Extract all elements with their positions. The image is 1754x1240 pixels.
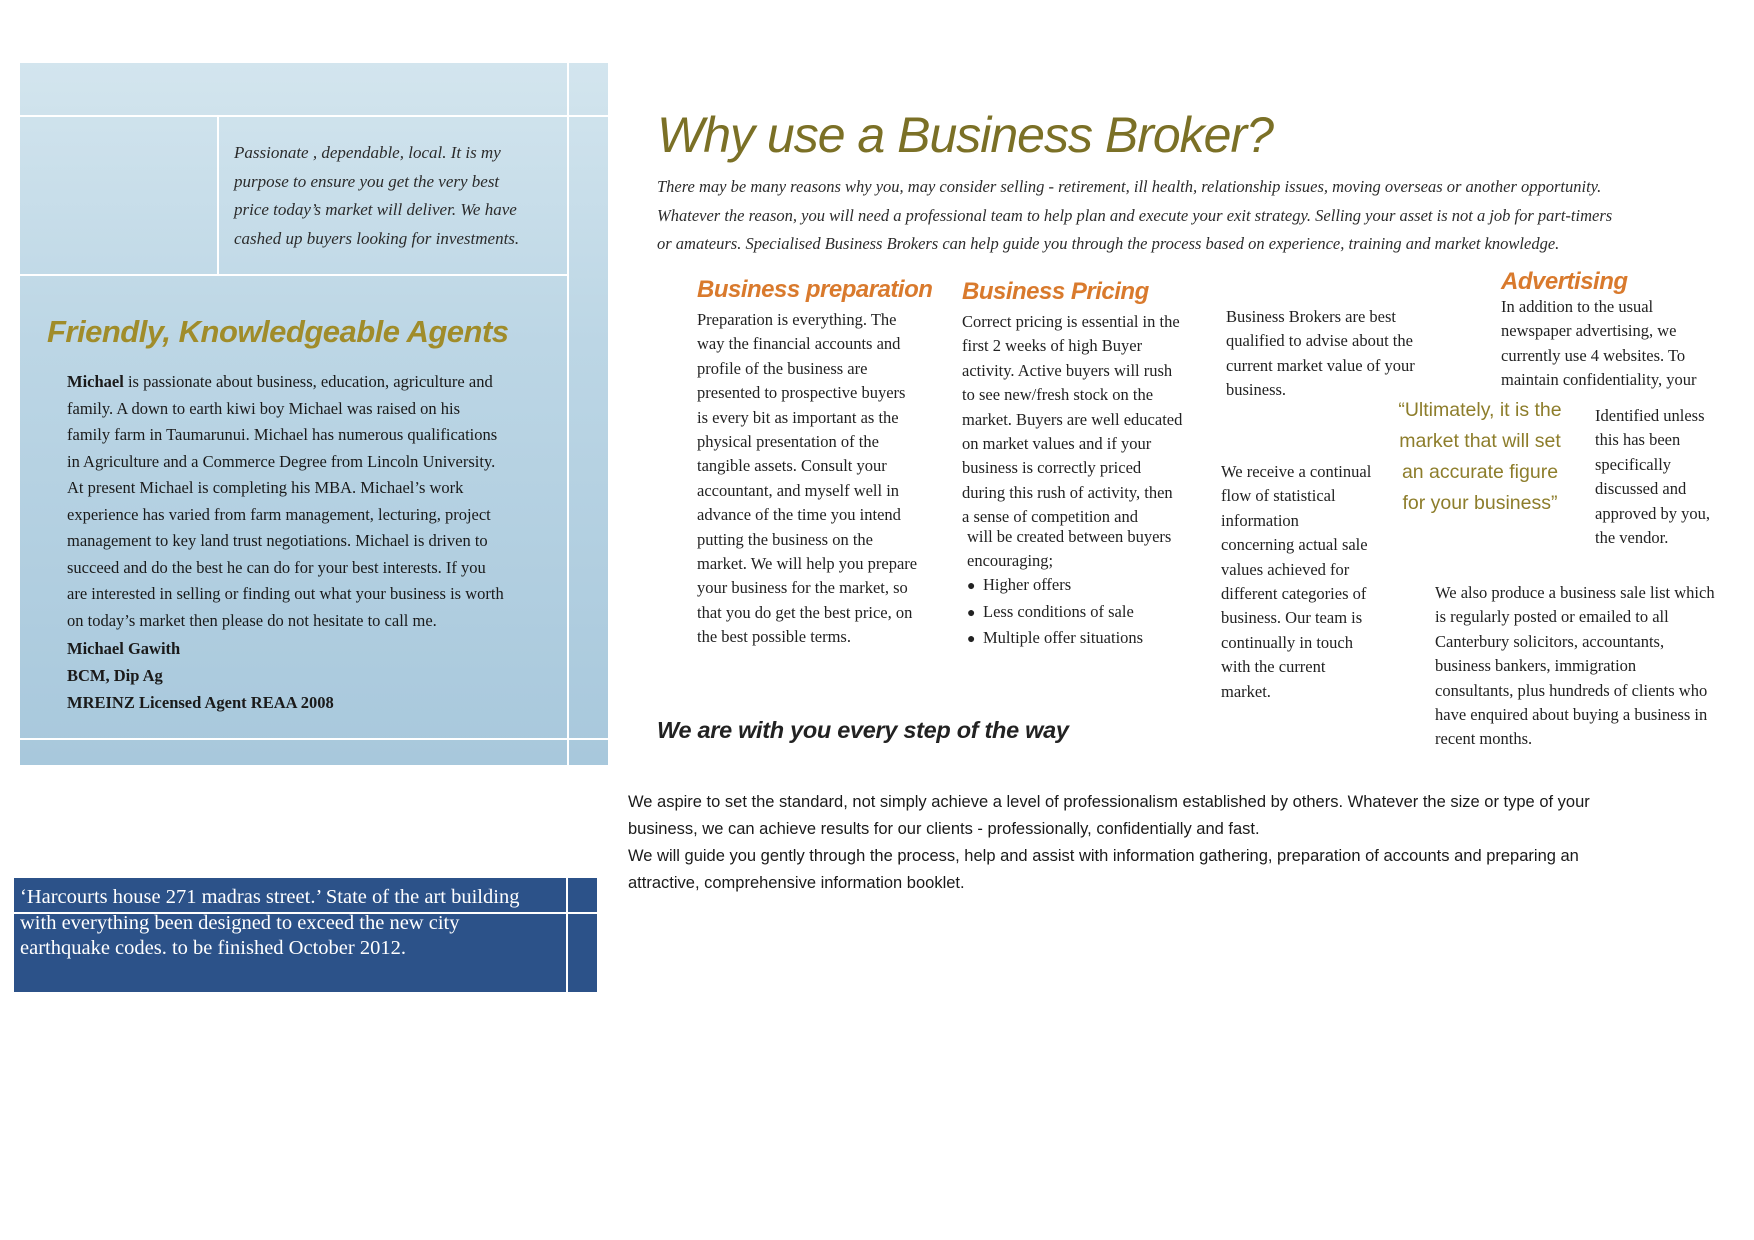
text-line: Canterbury solicitors, accountants, — [1435, 631, 1665, 651]
quote-line: purpose to ensure you get the very best — [234, 171, 500, 191]
text-line: Correct pricing is essential in the — [962, 312, 1180, 331]
text-line: We aspire to set the standard, not simply achieve a level of professionalism established by others. Whatever the size or type of your — [628, 793, 1590, 811]
quote-line: for your business” — [1402, 492, 1558, 514]
advertising-heading: Advertising — [1501, 268, 1628, 295]
quote-line: market that will set — [1399, 430, 1561, 452]
bio-line: family. A down to earth kiwi boy Michael was raised on his — [67, 398, 461, 418]
list-item-text: Less conditions of sale — [983, 601, 1134, 621]
text-line: Business Brokers are best — [1226, 307, 1397, 326]
text-line: the vendor. — [1595, 528, 1669, 548]
text-line: first 2 weeks of high Buyer — [962, 336, 1143, 356]
bio-line: family farm in Taumarunui. Michael has numerous qualifications — [67, 425, 498, 444]
brokers-statistics — [1221, 460, 1384, 704]
pull-quote — [1385, 395, 1575, 519]
text-line: to see new/fresh stock on the — [962, 385, 1154, 405]
text-line: business bankers, immigration — [1435, 656, 1637, 676]
pricing-benefits-list — [967, 573, 1207, 653]
text-line: flow of statistical — [1221, 486, 1336, 506]
quote-line: cashed up buyers looking for investments. — [234, 228, 520, 248]
panel-divider — [20, 738, 608, 740]
quote-line: Passionate , dependable, local. It is my — [234, 143, 501, 162]
quote-line: “Ultimately, it is the — [1398, 399, 1562, 421]
text-line: advance of the time you intend — [697, 505, 901, 525]
building-info-line: ‘Harcourts house 271 madras street.’ State of the art building — [20, 886, 520, 908]
box-divider — [566, 878, 568, 992]
steps-heading: We are with you every step of the way — [657, 717, 1069, 743]
text-line: qualified to advise about the — [1226, 331, 1413, 351]
text-line: concerning actual sale — [1221, 535, 1368, 555]
intro-line: or amateurs. Specialised Business Brokers can help guide you through the process based on experience, training and market knowledge. — [657, 234, 1560, 253]
bullet-icon: ● — [967, 605, 976, 621]
text-line: discussed and — [1595, 479, 1687, 499]
agent-signature — [67, 635, 334, 716]
agent-qualifications: BCM, Dip Ag — [67, 666, 163, 685]
text-line: will be created between buyers — [967, 527, 1172, 546]
text-line: currently use 4 websites. To — [1501, 345, 1686, 365]
building-info-box — [14, 878, 597, 992]
text-line: with the current — [1221, 657, 1326, 677]
text-line: values achieved for — [1221, 559, 1350, 579]
text-line: business. — [1226, 380, 1287, 400]
intro-paragraph — [657, 173, 1612, 259]
text-line: We receive a continual — [1221, 462, 1372, 481]
list-item — [967, 573, 1207, 600]
agents-heading: Friendly, Knowledgeable Agents — [47, 314, 509, 349]
building-info-line: earthquake codes. to be finished October 2012. — [20, 937, 406, 959]
agent-panel — [20, 63, 608, 765]
text-line: We also produce a business sale list which — [1435, 583, 1715, 602]
panel-divider — [20, 274, 568, 276]
panel-divider — [20, 115, 608, 117]
page-title: Why use a Business Broker? — [657, 107, 1273, 163]
text-line: activity. Active buyers will rush — [962, 360, 1173, 380]
text-line: physical presentation of the — [697, 432, 879, 452]
bio-name: Michael — [67, 372, 124, 391]
panel-divider — [567, 63, 569, 765]
preparation-heading: Business preparation — [697, 276, 933, 303]
intro-line: Whatever the reason, you will need a professional team to help plan and execute your exit strategy. Selling your asset is not a job for part-timers — [657, 205, 1613, 225]
brokers-intro — [1226, 305, 1436, 403]
building-info-line: with everything been designed to exceed the new city — [20, 911, 460, 934]
text-line: tangible assets. Consult your — [697, 456, 887, 476]
text-line: continually in touch — [1221, 632, 1353, 652]
text-line: this has been — [1595, 430, 1681, 450]
text-line: profile of the business are — [697, 358, 868, 378]
text-line: is regularly posted or emailed to all — [1435, 607, 1669, 627]
text-line: maintain confidentiality, your — [1501, 370, 1697, 390]
bio-line: experience has varied from farm management, lecturing, project — [67, 504, 491, 524]
bio-line: on today’s market then please do not hesitate to call me. — [67, 610, 437, 630]
text-line: We will guide you gently through the process, help and assist with information gathering, preparation of accounts and preparing an — [628, 847, 1579, 865]
text-line: Identified unless — [1595, 406, 1705, 425]
bio-line: are interested in selling or finding out what your business is worth — [67, 584, 504, 603]
steps-paragraph — [628, 789, 1590, 897]
text-line: encouraging; — [967, 551, 1054, 570]
agent-quote — [234, 139, 554, 253]
text-line: on market values and if your — [962, 434, 1152, 454]
panel-divider — [217, 115, 219, 275]
text-line: the best possible terms. — [697, 627, 851, 647]
advertising-text — [1501, 295, 1739, 393]
text-line: In addition to the usual — [1501, 297, 1654, 316]
text-line: attractive, comprehensive information booklet. — [628, 874, 965, 892]
text-line: approved by you, — [1595, 503, 1711, 523]
text-line: have enquired about buying a business in — [1435, 705, 1708, 725]
text-line: that you do get the best price, on — [697, 602, 913, 622]
building-info-text — [20, 885, 519, 962]
list-item-text: Higher offers — [983, 575, 1072, 594]
bio-line — [67, 369, 567, 396]
text-line: business. Our team is — [1221, 608, 1363, 628]
text-line: business, we can achieve results for our clients - professionally, confidentially and fast. — [628, 820, 1260, 838]
bio-line: in Agriculture and a Commerce Degree from Lincoln University. — [67, 451, 496, 471]
text-line: accountant, and myself well in — [697, 480, 900, 500]
agent-name: Michael Gawith — [67, 639, 181, 658]
text-line: during this rush of activity, then — [962, 482, 1173, 502]
text-line: Preparation is everything. The — [697, 310, 897, 329]
bio-text: is passionate about business, education, agriculture and — [123, 372, 493, 391]
quote-line: an accurate figure — [1401, 461, 1559, 483]
text-line: information — [1221, 510, 1299, 530]
text-line: newspaper advertising, we — [1501, 321, 1677, 341]
text-line: is every bit as important as the — [697, 407, 899, 427]
bio-line: At present Michael is completing his MBA. Michael’s work — [67, 478, 464, 497]
text-line: current market value of your — [1226, 355, 1415, 375]
bio-line: management to key land trust negotiations. Michael is driven to — [67, 531, 488, 550]
text-line: a sense of competition and — [962, 507, 1138, 527]
text-line: business is correctly priced — [962, 458, 1142, 478]
text-line: presented to prospective buyers — [697, 383, 906, 403]
list-item — [967, 600, 1207, 627]
bio-line: succeed and do the best he can do for your best interests. If you — [67, 557, 486, 577]
text-line: consultants, plus hundreds of clients who — [1435, 680, 1708, 700]
quote-line: price today’s market will deliver. We have — [234, 200, 517, 219]
pricing-text — [962, 310, 1202, 530]
bullet-icon: ● — [967, 579, 976, 594]
sale-list-text — [1435, 581, 1739, 752]
preparation-text — [697, 308, 937, 650]
intro-line: There may be many reasons why you, may consider selling - retirement, ill health, relationship issues, moving overseas or another opportunity. — [657, 177, 1602, 196]
list-item — [967, 626, 1207, 653]
text-line: market. Buyers are well educated — [962, 409, 1183, 429]
pricing-text-continued — [967, 525, 1207, 573]
text-line: putting the business on the — [697, 529, 873, 549]
pricing-heading: Business Pricing — [962, 278, 1149, 305]
list-item-text: Multiple offer situations — [983, 628, 1144, 647]
advertising-text-continued — [1595, 404, 1739, 550]
text-line: way the financial accounts and — [697, 334, 901, 354]
text-line: different categories of — [1221, 584, 1367, 604]
text-line: specifically — [1595, 454, 1672, 474]
text-line: your business for the market, so — [697, 578, 908, 598]
text-line: recent months. — [1435, 729, 1533, 749]
agent-bio — [67, 369, 567, 634]
agent-licence: MREINZ Licensed Agent REAA 2008 — [67, 693, 334, 712]
bullet-icon: ● — [967, 632, 976, 647]
text-line: market. We will help you prepare — [697, 554, 918, 574]
text-line: market. — [1221, 681, 1271, 701]
